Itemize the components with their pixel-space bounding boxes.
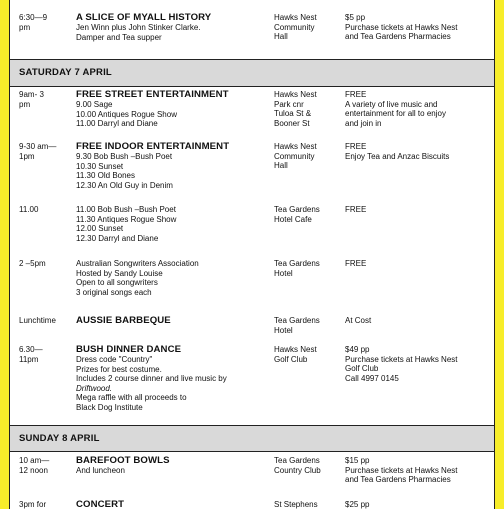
event-title: AUSSIE BARBEQUE: [76, 315, 171, 326]
event-venue: [274, 500, 342, 509]
event-venue: [274, 456, 342, 475]
venue-line: Hotel: [274, 325, 293, 335]
cost-line: $49 pp: [345, 345, 370, 354]
event-cost: [345, 205, 493, 215]
event-time: [19, 90, 73, 109]
event-time: [19, 316, 73, 326]
venue-line: Hotel Cafe: [274, 214, 312, 224]
time-line: pm: [19, 22, 31, 32]
venue-line: Hawks Nest: [274, 90, 317, 99]
event-line: 12.30 Darryl and Diane: [76, 233, 159, 243]
event-line: 11.30 Old Bones: [76, 171, 136, 181]
day-header-label: SUNDAY 8 APRIL: [19, 433, 100, 444]
time-line: 11.00: [19, 205, 39, 214]
event-time: [19, 500, 73, 509]
cost-line: $25 pp: [345, 500, 370, 509]
event-time: [19, 456, 73, 475]
event-time: [19, 13, 73, 32]
event-venue: [274, 13, 342, 42]
time-line: 11pm: [19, 354, 39, 364]
event-title: BUSH DINNER DANCE: [76, 344, 182, 355]
event-venue: [274, 205, 342, 224]
venue-line: Golf Club: [274, 354, 308, 364]
event-details: [76, 13, 272, 42]
event-details: [76, 345, 272, 413]
event-cost: [345, 13, 493, 42]
venue-line: Tea Gardens: [274, 205, 320, 214]
day-header-sunday: [10, 426, 494, 452]
event-line: 10.00 Antiques Rogue Show: [76, 109, 177, 119]
event-line: 12.30 An Old Guy in Denim: [76, 180, 173, 190]
cost-line: FREE: [345, 259, 367, 268]
event-line: 10.30 Sunset: [76, 161, 124, 171]
event-details: [76, 500, 272, 509]
day-header-label: SATURDAY 7 APRIL: [19, 67, 112, 78]
event-line: 11.00 Darryl and Diane: [76, 119, 158, 129]
cost-line: Enjoy Tea and Anzac Biscuits: [345, 151, 450, 161]
event-cost: [345, 259, 493, 269]
time-line: 6.30—: [19, 345, 43, 354]
time-line: 9-30 am—: [19, 142, 57, 151]
time-line: 10 am—: [19, 456, 50, 465]
event-venue: [274, 316, 342, 335]
event-venue: [274, 259, 342, 278]
cost-line: Call 4997 0145: [345, 373, 399, 383]
cost-line: Golf Club: [345, 364, 379, 374]
event-line: Black Dog Institute: [76, 402, 143, 412]
cost-line: FREE: [345, 205, 367, 214]
cost-line: Purchase tickets at Hawks Nest: [345, 354, 458, 364]
cost-line: A variety of live music and: [345, 99, 438, 109]
event-line: Mega raffle with all proceeds to: [76, 393, 187, 403]
event-cost: [345, 90, 493, 128]
event-line: And luncheon: [76, 466, 125, 475]
event-title: A SLICE OF MYALL HISTORY: [76, 12, 212, 23]
event-time: [19, 345, 73, 364]
venue-line: Hotel: [274, 268, 293, 278]
cost-line: Purchase tickets at Hawks Nest: [345, 465, 458, 475]
event-time: [19, 142, 73, 161]
cost-line: entertainment for all to enjoy: [345, 109, 446, 119]
event-venue: [274, 90, 342, 128]
event-line: 9.30 Bob Bush –Bush Poet: [76, 152, 173, 161]
event-details: [76, 259, 272, 297]
time-line: 2 –5pm: [19, 259, 46, 268]
cost-line: At Cost: [345, 316, 372, 325]
cost-line: FREE: [345, 90, 367, 99]
event-line: Hosted by Sandy Louise: [76, 268, 163, 278]
event-cost: [345, 500, 493, 509]
event-details: [76, 90, 272, 129]
time-line: 6:30—9: [19, 13, 48, 22]
venue-line: Community: [274, 151, 315, 161]
venue-line: Community: [274, 22, 315, 32]
time-line: 3pm for: [19, 500, 47, 509]
event-title: CONCERT: [76, 499, 125, 509]
venue-line: Tea Gardens: [274, 316, 320, 325]
venue-line: Hawks Nest: [274, 345, 317, 354]
venue-line: Hall: [274, 32, 288, 42]
cost-line: and join in: [345, 118, 382, 128]
right-frame-line: [494, 0, 495, 509]
venue-line: Tea Gardens: [274, 259, 320, 268]
time-line: Lunchtime: [19, 316, 56, 325]
event-line: Driftwood.: [76, 383, 113, 393]
venue-line: Hawks Nest: [274, 13, 317, 22]
right-yellow-border: [495, 0, 504, 509]
venue-line: Hall: [274, 161, 288, 171]
event-title: BAREFOOT BOWLS: [76, 455, 170, 466]
event-line: 9.00 Sage: [76, 100, 113, 109]
event-line: Damper and Tea supper: [76, 32, 162, 42]
cost-line: and Tea Gardens Pharmacies: [345, 475, 451, 485]
cost-line: and Tea Gardens Pharmacies: [345, 32, 451, 42]
event-line: Open to all songwriters: [76, 278, 158, 288]
event-cost: [345, 345, 493, 383]
event-line: Jen Winn plus John Stinker Clarke.: [76, 23, 201, 32]
event-cost: [345, 316, 493, 326]
venue-line: Country Club: [274, 465, 321, 475]
event-details: [76, 316, 272, 326]
venue-line: Booner St: [274, 118, 310, 128]
event-line: 11.30 Antiques Rogue Show: [76, 214, 177, 224]
left-yellow-border: [0, 0, 9, 509]
cost-line: FREE: [345, 142, 367, 151]
event-line: 12.00 Sunset: [76, 224, 124, 234]
divider: [9, 451, 495, 452]
event-details: [76, 142, 272, 190]
event-venue: [274, 142, 342, 171]
time-line: 1pm: [19, 151, 35, 161]
event-line: Includes 2 course dinner and live music by: [76, 374, 227, 384]
event-details: [76, 456, 272, 476]
event-details: [76, 205, 272, 243]
event-line: Australian Songwriters Association: [76, 259, 199, 268]
event-venue: [274, 345, 342, 364]
time-line: 12 noon: [19, 465, 48, 475]
divider: [9, 86, 495, 87]
time-line: 9am- 3: [19, 90, 44, 99]
venue-line: Tuloa St &: [274, 109, 312, 119]
event-line: 3 original songs each: [76, 287, 152, 297]
day-header-saturday: [10, 60, 494, 86]
event-cost: [345, 142, 493, 161]
venue-line: Park cnr: [274, 99, 304, 109]
event-title: FREE INDOOR ENTERTAINMENT: [76, 141, 230, 152]
cost-line: $15 pp: [345, 456, 370, 465]
event-time: [19, 259, 73, 269]
event-line: 11.00 Bob Bush –Bush Poet: [76, 205, 176, 214]
cost-line: Purchase tickets at Hawks Nest: [345, 22, 458, 32]
venue-line: Tea Gardens: [274, 456, 320, 465]
event-line: Prizes for best costume.: [76, 364, 162, 374]
event-line: Dress code "Country": [76, 355, 153, 364]
venue-line: St Stephens: [274, 500, 318, 509]
cost-line: $5 pp: [345, 13, 366, 22]
venue-line: Hawks Nest: [274, 142, 317, 151]
event-cost: [345, 456, 493, 485]
time-line: pm: [19, 99, 31, 109]
event-title: FREE STREET ENTERTAINMENT: [76, 89, 229, 100]
event-time: [19, 205, 73, 215]
